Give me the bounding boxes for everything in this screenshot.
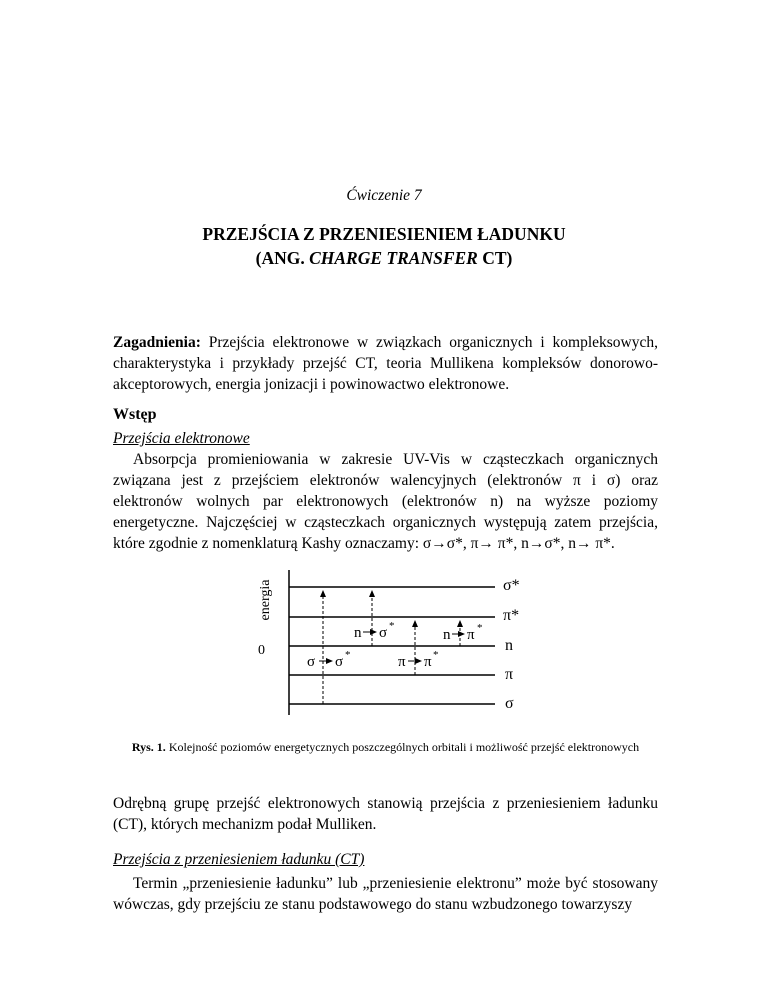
label-sigma-to-sigma-star [307,649,351,670]
level-label-sigma: σ [505,695,514,712]
intro-paragraph: Absorpcja promieniowania w zakresie UV-Vis w cząsteczkach organicznych związana jest z przejściem elektronów walencyjnych (elektronów π i σ) oraz elektronów wolnych par elektronowych (elektronów n) na wyższe poziomy energetyczne. Najczęściej w cząsteczkach organicznych występują zatem przejścia, które zgodnie z nomenklaturą Kashy oznaczamy: σ→σ*, π→ π*, n→σ*, n→ π*. [113,451,658,552]
label-n-to-pi-star [443,622,483,643]
ct-paragraph: Termin „przeniesienie ładunku” lub „przeniesienie elektronu” może być stosowany wówczas, gdy przejściu ze stanu podstawowego do stanu wzbudzonego towarzyszy [113,875,658,913]
title-suffix: CT) [477,248,513,268]
subheading-ct-transitions: Przejścia z przeniesieniem ładunku (CT) [113,851,365,868]
svg-text:n: n [443,627,451,643]
svg-text:σ: σ [379,625,388,641]
ct-intro-paragraph: Odrębną grupę przejść elektronowych stanowią przejścia z przeniesieniem ładunku (CT), których mechanizm podał Mulliken. [113,795,658,833]
label-pi-to-pi-star [398,649,439,670]
page-title-line2 [0,246,768,270]
topics-label: Zagadnienia: [113,334,201,351]
y-axis-label: energia [258,579,273,621]
section-heading-intro: Wstęp [113,406,157,423]
level-label-sigma-star: σ* [503,577,520,594]
topics-paragraph [113,332,658,395]
page-title-line1: PRZEJŚCIA Z PRZENIESIENIEM ŁADUNKU [202,224,566,244]
level-label-n: n [505,637,513,654]
subheading-electronic-transitions: Przejścia elektronowe [113,430,250,447]
svg-text:σ: σ [307,654,316,670]
zero-label: 0 [258,643,265,658]
svg-text:π: π [467,627,475,643]
svg-text:π: π [424,654,432,670]
title-prefix: (ANG. [255,248,310,268]
caption-label: Rys. 1. [131,740,166,754]
svg-text:*: * [345,649,351,661]
level-label-pi: π [505,666,514,683]
svg-text:σ: σ [335,654,344,670]
svg-text:*: * [477,622,483,634]
svg-text:n: n [354,625,362,641]
svg-text:π: π [398,654,406,670]
level-label-pi-star: π* [503,607,520,624]
figure-caption [113,740,658,755]
energy-level-diagram [245,560,535,735]
caption-text: Kolejność poziomów energetycznych poszczególnych orbitali i możliwość przejść elektronowych [165,740,640,754]
title-italic: CHARGE TRANSFER [309,248,478,268]
svg-text:*: * [389,620,395,632]
label-n-to-sigma-star [354,620,395,641]
exercise-number: Ćwiczenie 7 [346,187,422,204]
svg-text:*: * [433,649,439,661]
topics-text: Przejścia elektronowe w związkach organicznych i kompleksowych, charakterystyka i przykłady przejść CT, teoria Mullikena kompleksów donorowo-akceptorowych, energia jonizacji i powinowactwo elektronowe. [113,334,658,393]
